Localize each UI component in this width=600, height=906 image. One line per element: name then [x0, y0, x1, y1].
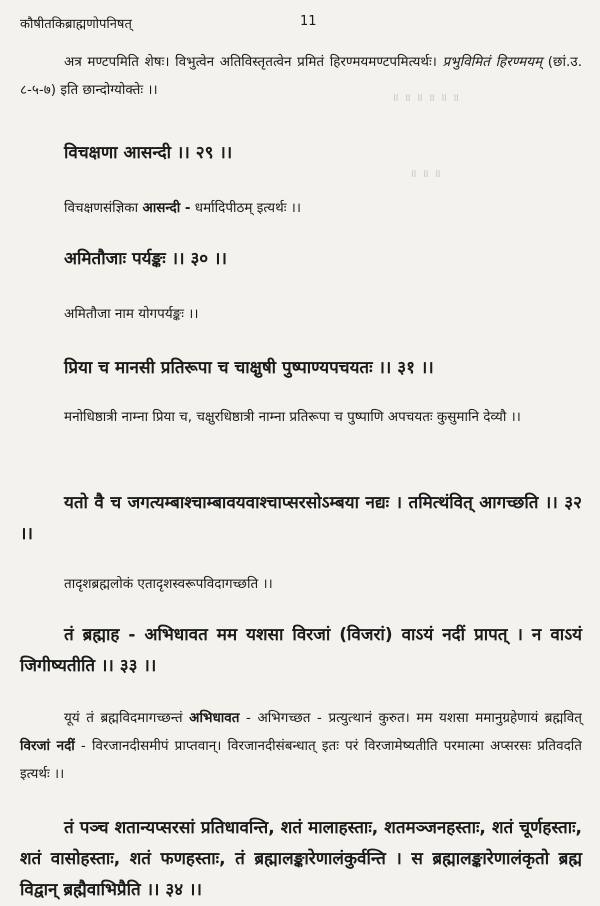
- commentary-paragraph: [20, 48, 582, 104]
- verse-33: तं ब्रह्माह - अभिधावत मम यशसा विरजां (विजरां) वाऽयं नदीं प्रापत् । न वाऽयं जिगीष्यतीति ।। ३३ ।।: [20, 625, 582, 676]
- page-number: 11: [300, 14, 317, 29]
- header-title: कौषीतकिब्राह्मणोपनिषत्: [20, 17, 132, 32]
- commentary-30: अमितौजा नाम योगपर्यङ्कः ।।: [64, 306, 199, 322]
- commentary-text: यूयं तं ब्रह्मविदमागच्छन्तं: [64, 710, 190, 726]
- verse-30: अमितौजाः पर्यङ्कः ।। ३० ।।: [64, 249, 227, 269]
- commentary-text: - अभिगच्छत - प्रत्युत्थानं कुरुत। मम यशसा ममानुग्रहेणायं ब्रह्मवित्: [239, 710, 582, 726]
- bleed-through-text: ॥ ॥ ॥: [410, 167, 442, 180]
- verse-31: प्रिया च मानसी प्रतिरूपा च चाक्षुषी पुष्पाण्यपचयतः ।। ३१ ।।: [64, 358, 434, 378]
- commentary-29: [20, 194, 582, 222]
- commentary-32: तादृशब्रह्मलोकं एतादृशस्वरूपविदागच्छति ।।: [64, 576, 273, 592]
- commentary-31: मनोधिष्ठात्री नाम्ना प्रिया च, चक्षुरधिष्ठात्री नाम्ना प्रतिरूपा च पुष्पाणि अपचयतः कुसुमानि देव्यौ ।।: [64, 409, 521, 425]
- highlighted-word: आसन्दी -: [142, 200, 191, 216]
- quoted-phrase: प्रभुविमितं हिरण्मयम्: [442, 54, 543, 70]
- verse-32: यतो वै च जगत्यम्बाश्चाम्बावयवाश्चाप्सरसोऽम्बया नद्यः । तमित्थंवित् आगच्छति ।। ३२ ।।: [20, 493, 582, 544]
- verse-34: तं पञ्च शतान्यप्सरसां प्रतिधावन्ति, शतं मालाहस्ताः, शतमञ्जनहस्ताः, शतं चूर्णहस्ताः, शतं वासोहस्ताः, शतं फणहस्ताः, तं ब्रह्मालङ्कारेणालंकुर्वन्ति । स ब्रह्मालङ्कारेणालंकृतो ब्रह्म विद्वान् ब्रह्मैवाभिप्रैति ।। ३४ ।।: [20, 818, 582, 900]
- commentary-text: विचक्षणसंज्ञिका: [64, 200, 143, 216]
- commentary-33: [20, 704, 582, 788]
- highlighted-word: अभिधावत: [189, 710, 240, 726]
- verse-29: विचक्षणा आसन्दी ।। २९ ।।: [64, 143, 233, 163]
- commentary-text: - विरजानदीसमीपं प्राप्तवान्। विरजानदीसंबन्धात् इतः परं विरजामेष्यतीति परमात्मा अप्सरसः प्रतिवदति इत्यर्थः ।।: [20, 738, 582, 782]
- highlighted-word: विरजां नदीं: [20, 738, 75, 754]
- running-header: [20, 14, 580, 34]
- commentary-text: (छां.उ. ८-५-७) इति छान्दोग्योक्तेः ।।: [20, 54, 582, 98]
- bleed-through-text: ॥ ॥ ॥ ॥ ॥ ॥: [392, 91, 461, 104]
- commentary-text: अत्र मण्टपमिति शेषः। विभुत्वेन अतिविस्तृतत्वेन प्रमितं हिरण्मयमण्टपमित्यर्थः।: [64, 54, 443, 70]
- commentary-text: धर्मादिपीठम् इत्यर्थः ।।: [190, 200, 301, 216]
